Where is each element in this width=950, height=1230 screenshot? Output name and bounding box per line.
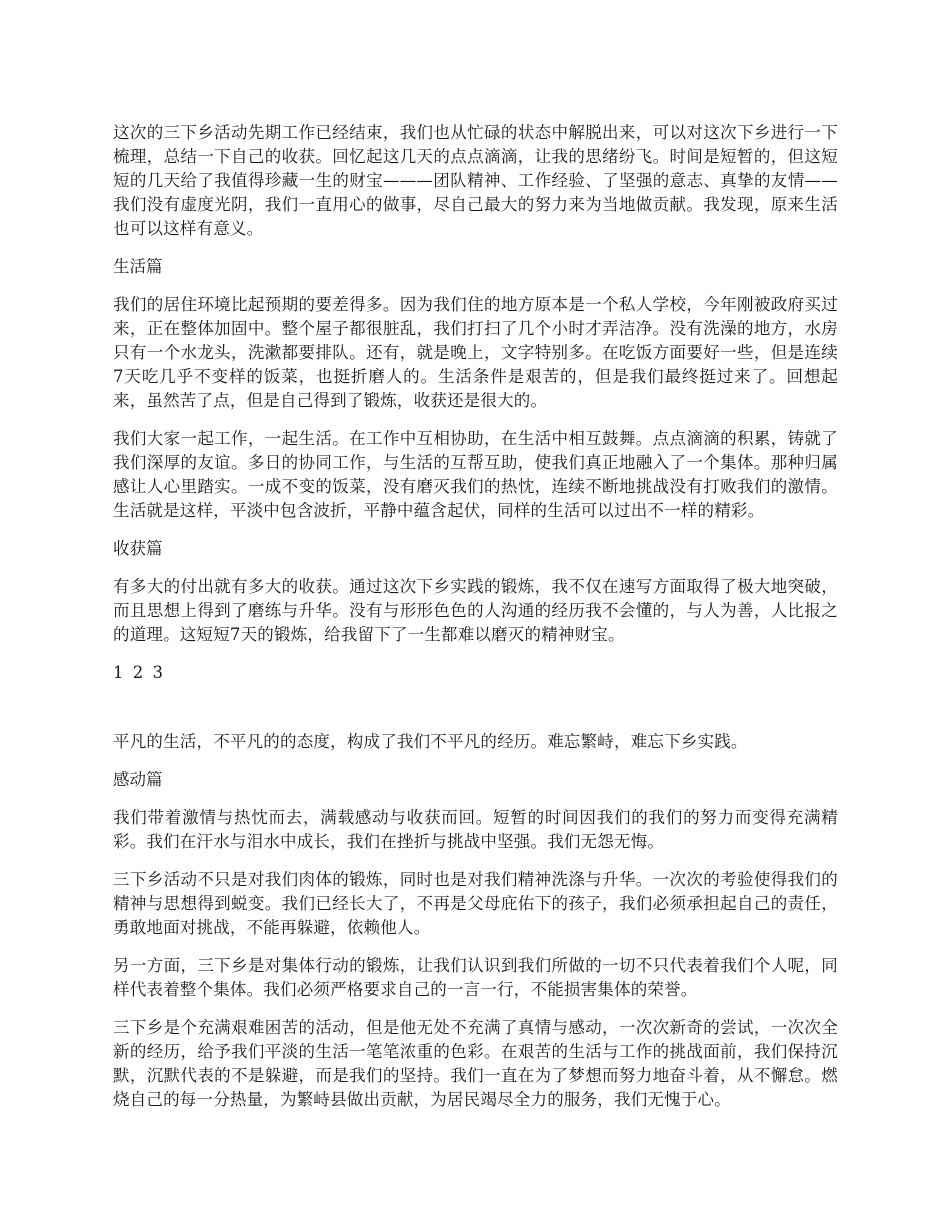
- document-body: [113, 121, 838, 1112]
- harvest-paragraph-1: 有多大的付出就有多大的收获。通过这次下乡实践的锻炼，我不仅在速写方面取得了极大地突破，而且思想上得到了磨练与升华。没有与形形色色的人沟通的经历我不会懂的，与人为善，人比报之的道理。这短短7天的锻炼，给我留下了一生都难以磨灭的精神财宝。: [113, 577, 838, 644]
- moved-paragraph-4: 三下乡是个充满艰难困苦的活动，但是他无处不充满了真情与感动，一次次新奇的尝试，一次次全新的经历，给予我们平淡的生活一笔笔浓重的色彩。在艰苦的生活与工作的挑战面前，我们保持沉默，沉默代表的不是躲避，而是我们的坚持。我们一直在为了梦想而努力地奋斗着，从不懈怠。燃烧自己的每一分热量，为繁峙县做出贡献，为居民竭尽全力的服务，我们无愧于心。: [113, 1018, 838, 1109]
- closing-line: 平凡的生活，不平凡的的态度，构成了我们不平凡的经历。难忘繁峙，难忘下乡实践。: [113, 732, 748, 751]
- moved-paragraph-3: 另一方面，三下乡是对集体行动的锻炼，让我们认识到我们所做的一切不只代表着我们个人呢，同样代表着整个集体。我们必须严格要求自己的一言一行，不能损害集体的荣誉。: [113, 956, 838, 999]
- life-paragraph-2: 我们大家一起工作，一起生活。在工作中互相协助，在生活中相互鼓舞。点点滴滴的积累，铸就了我们深厚的友谊。多日的协同工作，与生活的互帮互助，使我们真正地融入了一个集体。那种归属感让人心里踏实。一成不变的饭菜，没有磨灭我们的热忱，连续不断地挑战没有打败我们的激情。生活就是这样，平淡中包含波折，平静中蕴含起伏，同样的生活可以过出不一样的精彩。: [113, 429, 838, 520]
- page-numbers[interactable]: 1 2 3: [113, 663, 163, 682]
- section-harvest-heading: 收获篇: [113, 539, 163, 558]
- section-life-heading: 生活篇: [113, 257, 163, 276]
- moved-paragraph-1: 我们带着激情与热忱而去，满载感动与收获而回。短暂的时间因我们的我们的努力而变得充满精彩。我们在汗水与泪水中成长，我们在挫折与挑战中坚强。我们无怨无悔。: [113, 808, 838, 851]
- moved-paragraph-2: 三下乡活动不只是对我们肉体的锻炼，同时也是对我们精神洗涤与升华。一次次的考验使得我们的精神与思想得到蜕变。我们已经长大了，不再是父母庇佑下的孩子，我们必须承担起自己的责任，勇敢地面对挑战，不能再躲避，依赖他人。: [113, 870, 838, 937]
- section-moved-heading: 感动篇: [113, 770, 163, 789]
- intro-paragraph: 这次的三下乡活动先期工作已经结束，我们也从忙碌的状态中解脱出来，可以对这次下乡进行一下梳理，总结一下自己的收获。回忆起这几天的点点滴滴，让我的思绪纷飞。时间是短暂的，但这短短的几天给了我值得珍藏一生的财宝———团队精神、工作经验、了坚强的意志、真挚的友情——我们没有虚度光阴，我们一直用心的做事，尽自己最大的努力来为当地做贡献。我发现，原来生活也可以这样有意义。: [113, 123, 838, 238]
- life-paragraph-1: 我们的居住环境比起预期的要差得多。因为我们住的地方原本是一个私人学校，今年刚被政府买过来，正在整体加固中。整个屋子都很脏乱，我们打扫了几个小时才弄洁净。没有洗澡的地方，水房只有一个水龙头，洗漱都要排队。还有，就是晚上，文字特别多。在吃饭方面要好一些，但是连续7天吃几乎不变样的饭菜，也挺折磨人的。生活条件是艰苦的，但是我们最终挺过来了。回想起来，虽然苦了点，但是自己得到了锻炼，收获还是很大的。: [113, 295, 838, 410]
